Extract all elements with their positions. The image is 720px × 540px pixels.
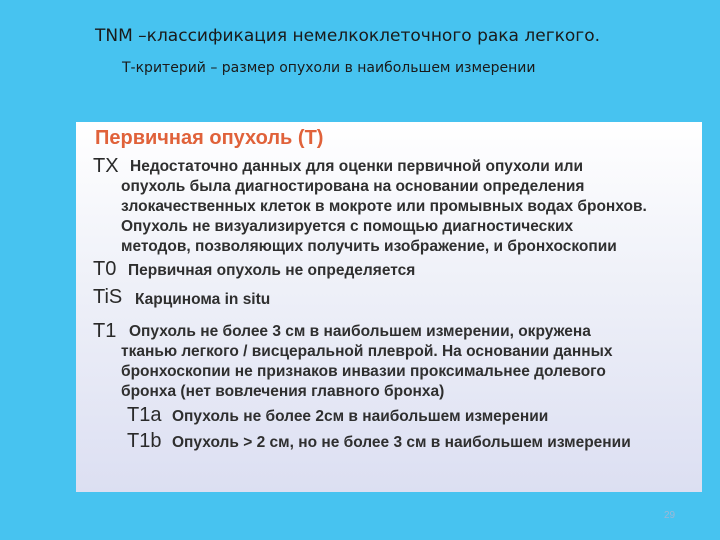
content-panel	[76, 122, 702, 492]
entry-line: бронха (нет вовлечения главного бронха)	[121, 383, 445, 400]
entry-code: T1a	[127, 404, 162, 426]
entry-line: Карцинома in situ	[135, 291, 271, 308]
slide-subtitle: Т-критерий – размер опухоли в наибольшем измерении	[122, 60, 536, 76]
slide-title: TNM –классификация немелкоклеточного рака легкого.	[95, 26, 601, 46]
page-number: 29	[664, 510, 676, 521]
panel-heading: Первичная опухоль (T)	[95, 127, 324, 149]
entry-code: T1	[93, 320, 117, 342]
entry-line: бронхоскопии не признаков инвазии проксимальнее долевого	[121, 363, 606, 380]
entry-line: Опухоль не более 2см в наибольшем измерении	[172, 408, 549, 425]
entry-code: TiS	[93, 286, 123, 308]
entry-code: T0	[93, 258, 117, 280]
entry-code: T1b	[127, 430, 162, 452]
entry-line: опухоль была диагностирована на основании определения	[121, 178, 585, 195]
entry-line: методов, позволяющих получить изображение, и бронхоскопии	[121, 238, 617, 255]
entry-line: Опухоль > 2 см, но не более 3 см в наибольшем измерении	[172, 434, 631, 451]
entry-line: Недостаточно данных для оценки первичной опухоли или	[130, 158, 584, 175]
entry-code: TX	[93, 155, 119, 177]
entry-line: Опухоль не визуализируется с помощью диагностических	[121, 218, 574, 235]
entry-line: тканью легкого / висцеральной плеврой. На основании данных	[121, 343, 613, 360]
entry-line: Первичная опухоль не определяется	[128, 262, 416, 279]
entry-line: Опухоль не более 3 см в наибольшем измерении, окружена	[129, 323, 591, 340]
entry-line: злокачественных клеток в мокроте или промывных водах бронхов.	[121, 198, 647, 215]
